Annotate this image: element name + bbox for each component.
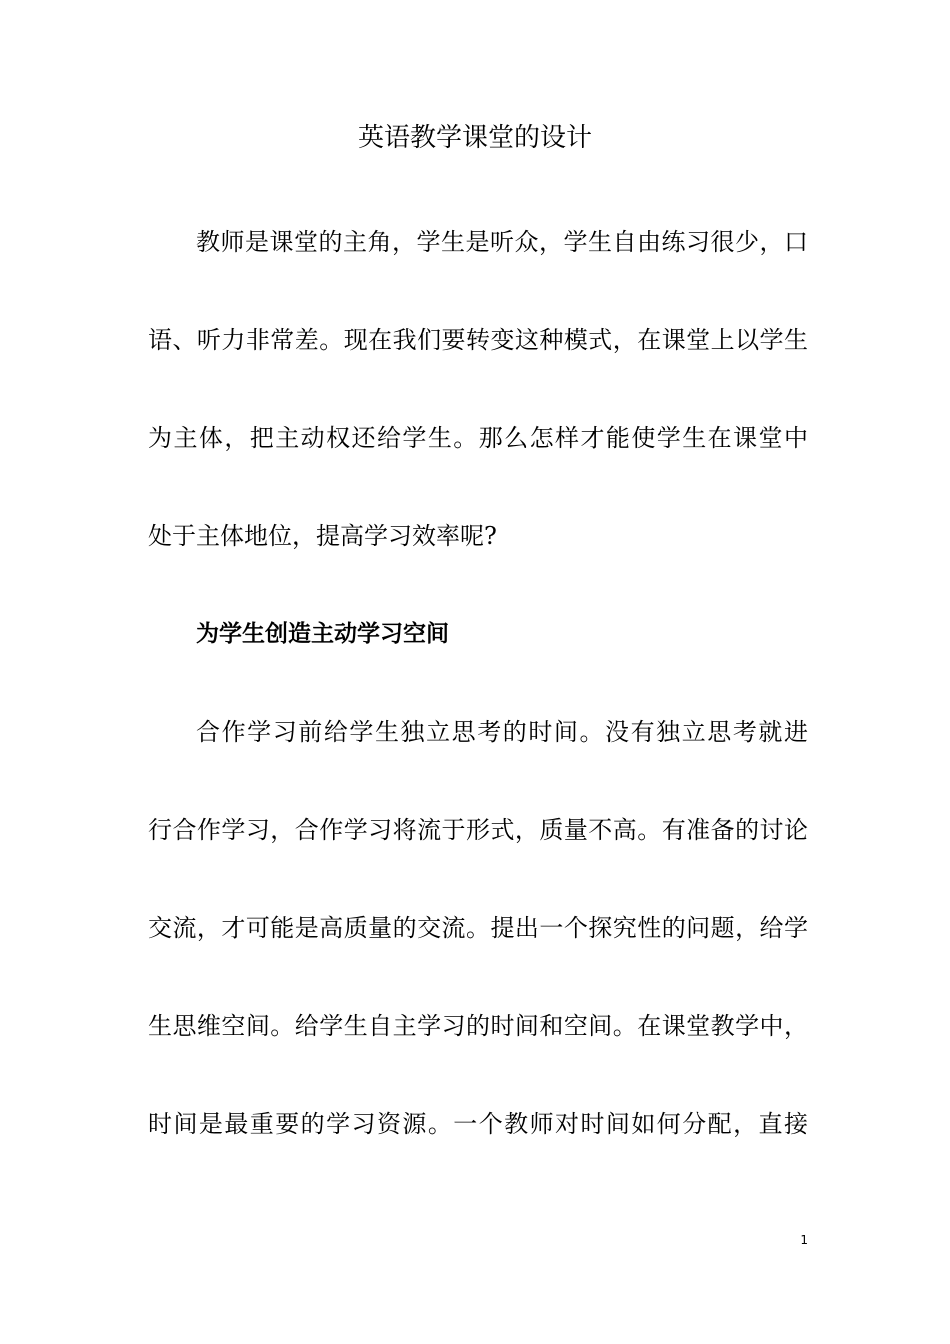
- paragraph-line: 语、听力非常差。现在我们要转变这种模式，在课堂上以学生: [148, 326, 808, 354]
- paragraph-line: 为主体，把主动权还给学生。那么怎样才能使学生在课堂中: [148, 424, 808, 452]
- paragraph-line: 行合作学习，合作学习将流于形式，质量不高。有准备的讨论: [148, 816, 808, 844]
- paragraph-line: 时间是最重要的学习资源。一个教师对时间如何分配，直接: [148, 1110, 808, 1138]
- page-number: 1: [800, 1233, 808, 1247]
- paragraph-line: 处于主体地位，提高学习效率呢?: [148, 522, 497, 550]
- document-title: 英语教学课堂的设计: [357, 123, 592, 153]
- paragraph-line: 合作学习前给学生独立思考的时间。没有独立思考就进: [196, 718, 808, 746]
- paragraph-line: 交流，才可能是高质量的交流。提出一个探究性的问题，给学: [148, 914, 808, 942]
- paragraph-line: 生思维空间。给学生自主学习的时间和空间。在课堂教学中，: [148, 1012, 808, 1040]
- section-heading: 为学生创造主动学习空间: [196, 621, 449, 647]
- paragraph-line: 教师是课堂的主角，学生是听众，学生自由练习很少，口: [196, 228, 808, 256]
